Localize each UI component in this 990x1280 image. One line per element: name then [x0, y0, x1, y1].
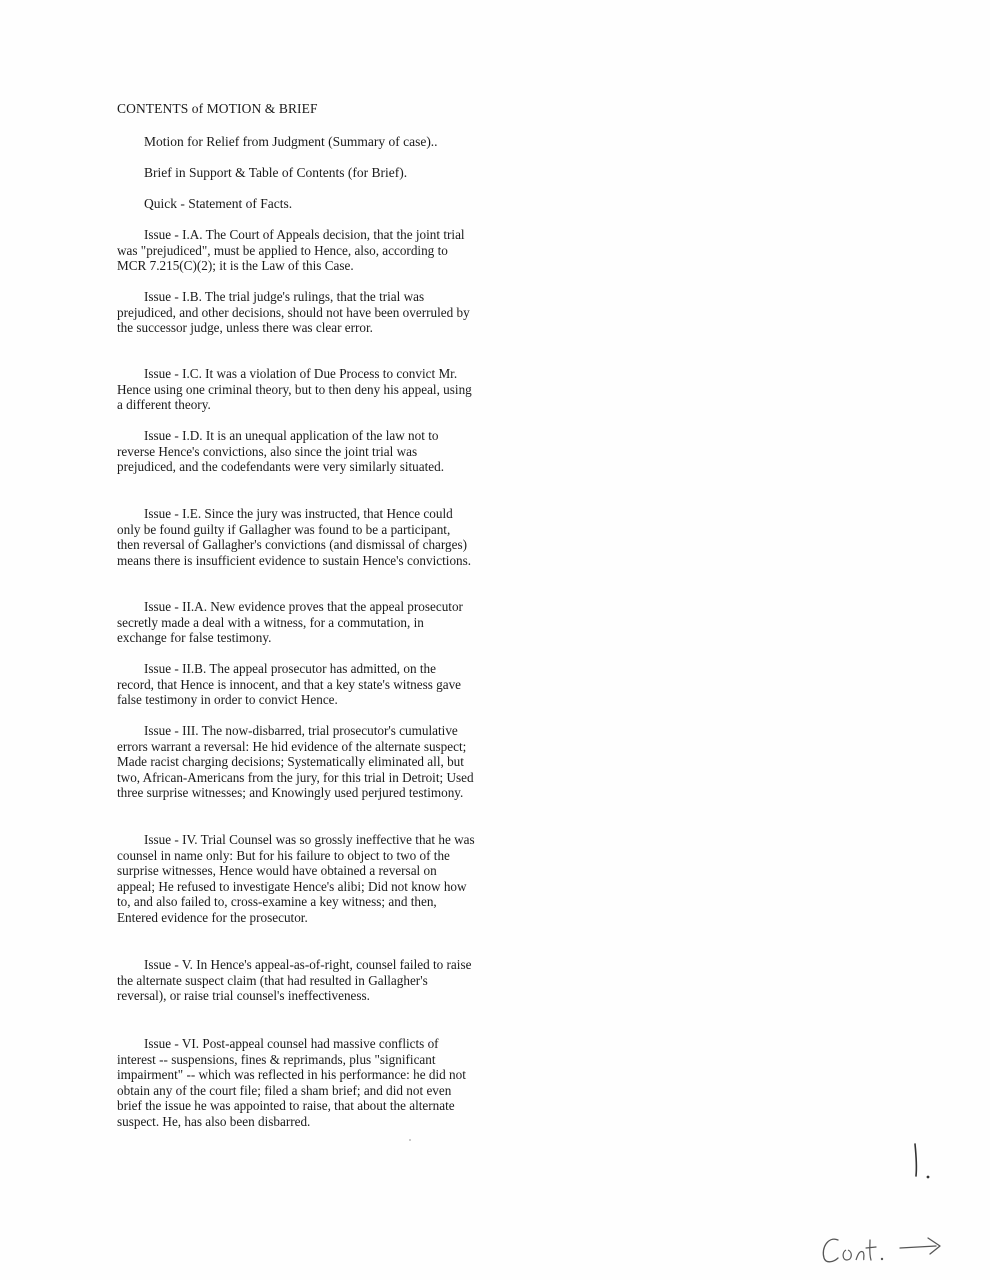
issue-iia: Issue - II.A. New evidence proves that the appeal prosecutor secretly made a deal with a witness, for a commutation, in exchange for false testimony.	[117, 599, 463, 646]
handwritten-continued-note	[818, 1226, 953, 1270]
issue-ia: Issue - I.A. The Court of Appeals decision, that the joint trial was "prejudiced", must be applied to Hence, also, according to MCR 7.215(C)(2); it is the Law of this Case.	[117, 227, 465, 274]
issue-ie: Issue - I.E. Since the jury was instructed, that Hence could only be found guilty if Gallagher was found to be a participant, then reversal of Gallagher's convictions (and dismissal of charges) means there is insufficient evidence to sustain Hence's convictions.	[117, 506, 472, 568]
issue-v: Issue - V. In Hence's appeal-as-of-right, counsel failed to raise the alternate suspect claim (that had resulted in Gallagher's reversal), or raise trial counsel's ineffectiveness.	[117, 957, 472, 1004]
scan-speck	[409, 1139, 411, 1141]
issue-vi: Issue - VI. Post-appeal counsel had massive conflicts of interest -- suspensions, fines & reprimands, plus "significant impairment" -- which was reflected in his performance: he did not obtain any of the court file; filed a sham brief; and did not even brief the issue he was appointed to raise, that about the alternate suspect. He, has also been disbarred.	[117, 1036, 466, 1129]
issue-iii: Issue - III. The now-disbarred, trial prosecutor's cumulative errors warrant a reversal: He hid evidence of the alternate suspect; Made racist charging decisions; Systematically eliminated all, but two, African-Americans from the jury, for this trial in Detroit; Used three surprise witnesses; and Knowingly used perjured testimony.	[117, 723, 474, 801]
issue-ib: Issue - I.B. The trial judge's rulings, that the trial was prejudiced, and other decisions, should not have been overruled by the successor judge, unless there was clear error.	[117, 289, 470, 336]
issue-ic: Issue - I.C. It was a violation of Due Process to convict Mr. Hence using one criminal theory, but to then deny his appeal, using a different theory.	[117, 366, 472, 413]
contents-item-facts: Quick - Statement of Facts.	[144, 196, 293, 211]
contents-heading: CONTENTS of MOTION & BRIEF	[117, 101, 318, 116]
contents-item-brief: Brief in Support & Table of Contents (for Brief).	[144, 165, 408, 180]
issue-iv: Issue - IV. Trial Counsel was so grossly ineffective that he was counsel in name only: But for his failure to object to two of the surprise witnesses, Hence would have obtained a reversal on appeal; He refused to investigate Hence's alibi; Did not know how to, and also failed to, cross-examine a key witness; and then, Entered evidence for the prosecutor.	[117, 832, 475, 925]
issue-id: Issue - I.D. It is an unequal application of the law not to reverse Hence's convictions, also since the joint trial was prejudiced, and the codefendants were very similarly situated.	[117, 428, 445, 475]
issue-iib: Issue - II.B. The appeal prosecutor has admitted, on the record, that Hence is innocent, and that a key state's witness gave false testimony in order to convict Hence.	[117, 661, 462, 708]
handwritten-page-number	[908, 1142, 938, 1182]
contents-item-motion: Motion for Relief from Judgment (Summary of case)..	[144, 134, 438, 149]
